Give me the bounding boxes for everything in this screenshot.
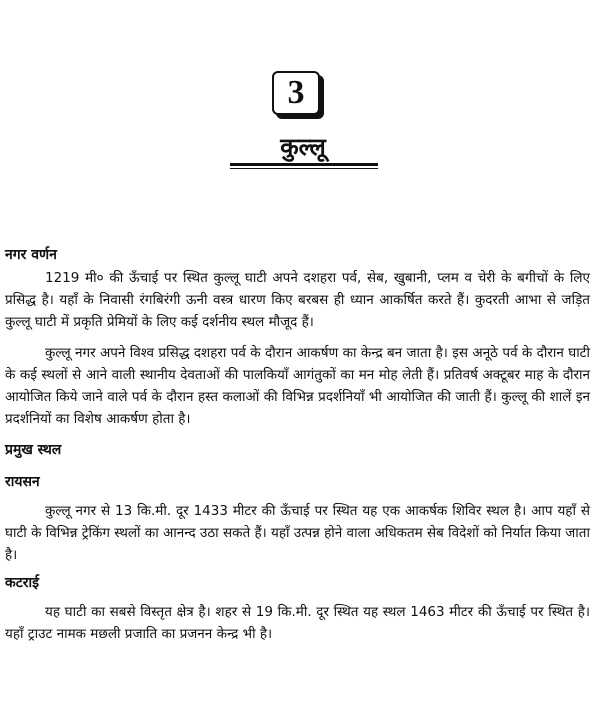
paragraph: कुल्लू नगर से 13 कि.मी. दूर 1433 मीटर की ऊँचाई पर स्थित यह एक आकर्षक शिविर स्थल है। आप यहाँ से घाटी के विभिन्न ट्रेकिंग स्थलों का आनन्द उठा सकते हैं। यहाँ उत्पन्न होने वाला अधिकतम सेब विदेशों को निर्यात किया जाता है।: [5, 503, 590, 563]
title-underline-thin: [230, 168, 378, 169]
paragraph: 1219 मी० की ऊँचाई पर स्थित कुल्लू घाटी अपने दशहरा पर्व, सेब, खुबानी, प्लम व चेरी के बगीचों के लिए प्रसिद्ध है। यहाँ के निवासी रंगबिरंगी ऊनी वस्त्र धारण किए बरबस ही ध्यान आकर्षित करते हैं। कुदरती आभा से जड़ित कुल्लू घाटी में प्रकृति प्रेमियों के लिए कई दर्शनीय स्थल मौजूद हैं।: [5, 270, 590, 330]
chapter-number-box: 3: [272, 71, 320, 115]
section-heading-pramukh-sthal: प्रमुख स्थल: [5, 442, 62, 458]
section-heading-nagar-varnan: नगर वर्णन: [5, 247, 57, 263]
section-heading-katrain: कटराई: [5, 575, 40, 591]
section-heading-raisan: रायसन: [5, 474, 40, 490]
chapter-title: कुल्लू: [280, 133, 326, 161]
paragraph: यह घाटी का सबसे विस्तृत क्षेत्र है। शहर से 19 कि.मी. दूर स्थित यह स्थल 1463 मीटर की ऊँचाई पर स्थित है। यहाँ ट्राउट नामक मछली प्रजाति का प्रजनन केन्द्र भी है।: [5, 604, 590, 642]
paragraph: कुल्लू नगर अपने विश्व प्रसिद्ध दशहरा पर्व के दौरान आकर्षण का केन्द्र बन जाता है। इस अनूठे पर्व के दौरान घाटी के कई स्थलों से आने वाली स्थानीय देवताओं की पालकियाँ आगंतुकों का मन मोह लेती हैं। प्रतिवर्ष अक्टूबर माह के दौरान आयोजित किये जाने वाले पर्व के दौरान हस्त कलाओं की विभिन्न प्रदर्शनियाँ भी आयोजित की जाती हैं। कुल्लू की शालें इन प्रदर्शनियों का विशेष आकर्षण होता है।: [5, 345, 590, 427]
title-underline-thick: [230, 163, 378, 166]
